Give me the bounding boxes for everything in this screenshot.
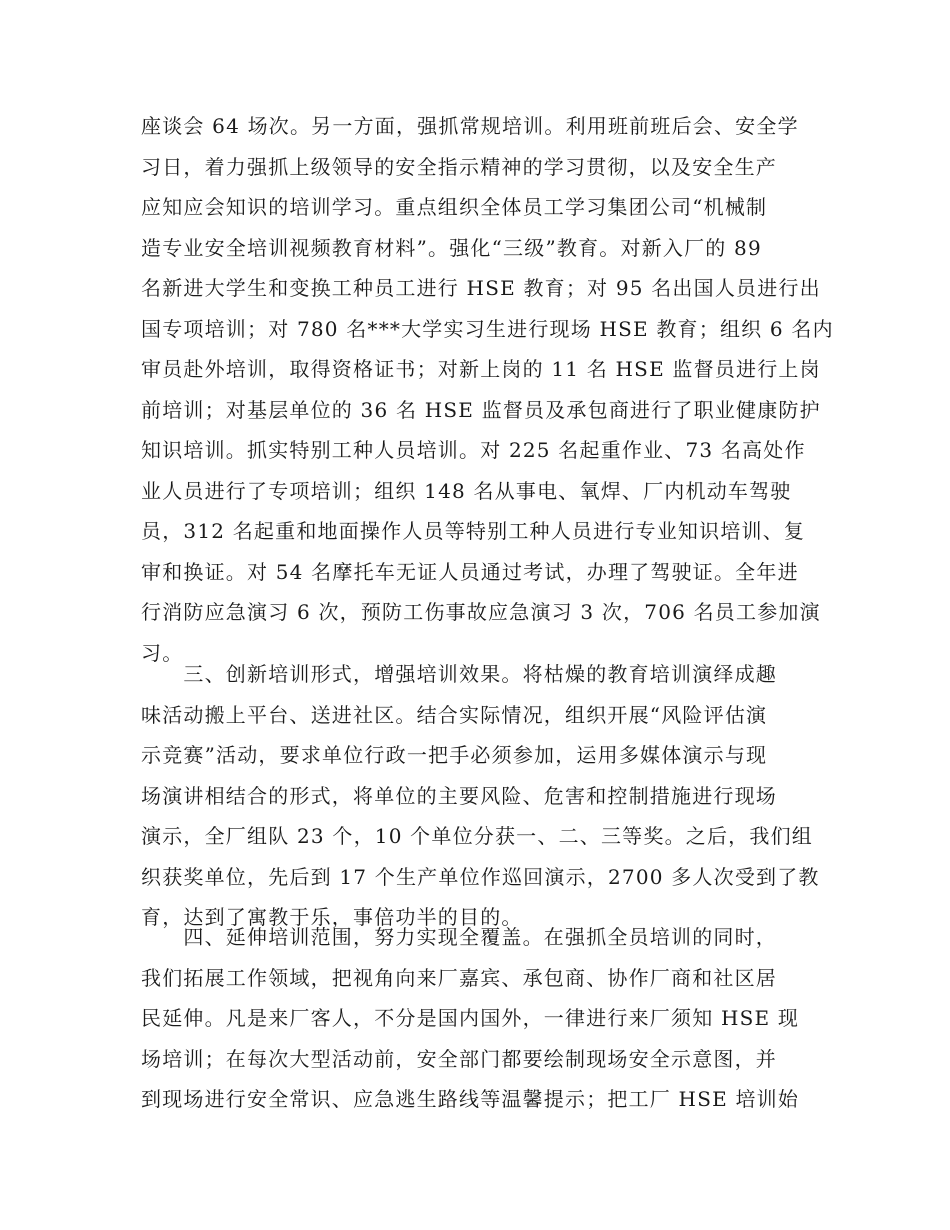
paragraph-line: 育，达到了寓教于乐，事倍功半的目的。 [141, 905, 523, 929]
paragraph-line: 我们拓展工作领域，把视角向来厂嘉宾、承包商、协作厂商和社区居 [141, 965, 777, 990]
paragraph-line: 业人员进行了专项培训；组织 148 名从事电、氧焊、厂内机动车驾驶 [141, 478, 792, 503]
paragraph-line: 审员赴外培训，取得资格证书；对新上岗的 11 名 HSE 监督员进行上岗 [141, 357, 821, 381]
paragraph-line: 织获奖单位，先后到 17 个生产单位作巡回演示，2700 多人次受到了教 [141, 864, 820, 889]
paragraph-section-three [141, 654, 821, 938]
paragraph-line: 习日，着力强抓上级领导的安全指示精神的学习贯彻，以及安全生产 [141, 154, 777, 179]
paragraph-line: 造专业安全培训视频教育材料”。强化“三级”教育。对新入厂的 89 [141, 235, 762, 260]
paragraph-line: 习。 [141, 640, 184, 665]
paragraph-line: 民延伸。凡是来厂客人，不分是国内国外，一律进行来厂须知 HSE 现 [141, 1006, 800, 1030]
paragraph-line: 知识培训。抓实特别工种人员培训。对 225 名起重作业、73 名高处作 [141, 438, 806, 462]
paragraph-line: 名新进大学生和变换工种员工进行 HSE 教育；对 95 名出国人员进行出 [141, 276, 821, 300]
paragraph-line: 演示，全厂组队 23 个，10 个单位分获一、二、三等奖。之后，我们组 [141, 824, 813, 848]
paragraph-training-statistics [141, 106, 834, 673]
paragraph-line: 应知应会知识的培训学习。重点组织全体员工学习集团公司“机械制 [141, 195, 768, 219]
paragraph-line: 味活动搬上平台、送进社区。结合实际情况，组织开展“风险评估演 [141, 702, 768, 727]
paragraph-line: 到现场进行安全常识、应急逃生路线等温馨提示；把工厂 HSE 培训始 [141, 1087, 800, 1111]
paragraph-line: 四、延伸培训范围，努力实现全覆盖。在强抓全员培训的同时， [141, 925, 777, 949]
paragraph-line: 三、创新培训形式，增强培训效果。将枯燥的教育培训演绎成趣 [141, 662, 777, 686]
paragraph-line: 前培训；对基层单位的 36 名 HSE 监督员及承包商进行了职业健康防护 [141, 397, 821, 422]
paragraph-line: 审和换证。对 54 名摩托车无证人员通过考试，办理了驾驶证。全年进 [141, 559, 799, 584]
paragraph-line: 场培训；在每次大型活动前，安全部门都要绘制现场安全示意图，并 [141, 1046, 777, 1071]
paragraph-line: 示竞赛”活动，要求单位行政一把手必须参加，运用多媒体演示与现 [141, 743, 768, 767]
paragraph-section-four [141, 917, 821, 1120]
paragraph-line: 员，312 名起重和地面操作人员等特别工种人员进行专业知识培训、复 [141, 519, 806, 543]
paragraph-line: 场演讲相结合的形式，将单位的主要风险、危害和控制措施进行现场 [141, 783, 777, 808]
paragraph-line: 国专项培训；对 780 名***大学实习生进行现场 HSE 教育；组织 6 名内 [141, 316, 834, 341]
paragraph-line: 行消防应急演习 6 次，预防工伤事故应急演习 3 次，706 名员工参加演 [141, 600, 821, 624]
paragraph-line: 座谈会 64 场次。另一方面，强抓常规培训。利用班前班后会、安全学 [141, 114, 799, 138]
